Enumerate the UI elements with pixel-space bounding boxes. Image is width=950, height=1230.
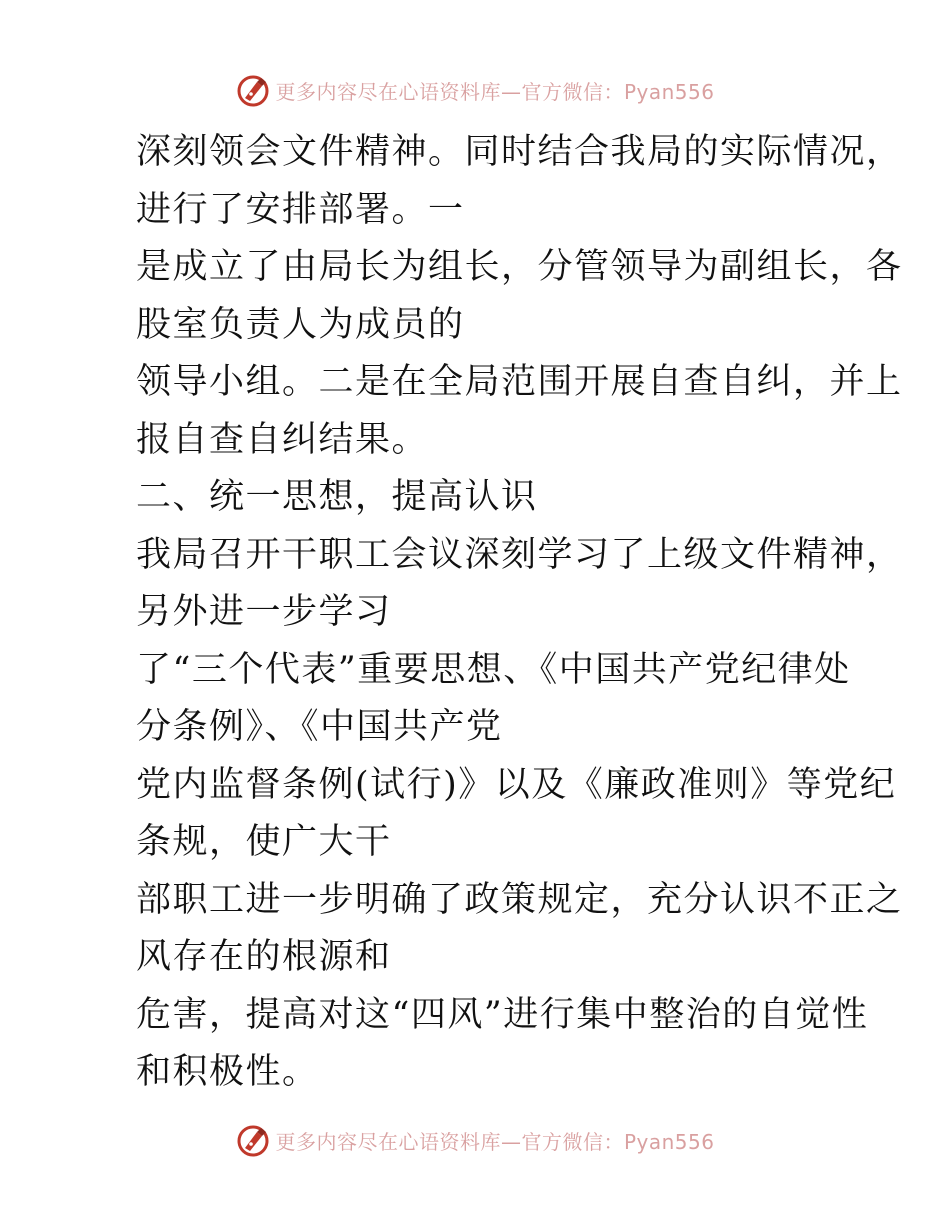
text-line: 是成立了由局长为组长，分管领导为副组长，各 (136, 247, 903, 287)
text-line: 股室负责人为成员的 (136, 304, 465, 345)
paragraph (98, 872, 903, 987)
text-line: 另外进一步学习 (136, 592, 392, 632)
text-line: 分条例》、《中国共产党 (136, 707, 503, 747)
paragraph (98, 757, 897, 872)
header-banner-text: 更多内容尽在心语资料库—官方微信：Pyan556 (275, 79, 715, 104)
paragraph (98, 527, 903, 642)
text-line: 和积极性。 (136, 1052, 319, 1092)
section-heading (98, 469, 858, 527)
text-line: 部职工进一步明确了政策规定，充分认识不正之 (136, 879, 903, 920)
pen-nib-logo-icon (235, 1122, 271, 1158)
text-line: 危害，提高对这“四风”进行集中整治的自觉性 (136, 994, 869, 1035)
text-line: 二、统一思想，提高认识 (136, 477, 538, 517)
paragraph (98, 642, 858, 757)
text-line: 风存在的根源和 (136, 937, 392, 977)
footer-banner-text: 更多内容尽在心语资料库—官方微信：Pyan556 (275, 1129, 715, 1154)
text-line: 党内监督条例(试行)》以及《廉政准则》等党纪 (136, 764, 897, 805)
text-line: 进行了安排部署。一 (136, 189, 465, 230)
text-line: 报自查自纠结果。 (136, 419, 429, 460)
paragraph (98, 354, 903, 469)
paragraph (98, 124, 903, 239)
text-line: 领导小组。二是在全局范围开展自查自纠，并上 (136, 362, 903, 402)
paragraph (98, 239, 903, 354)
header-banner (0, 70, 950, 110)
pen-nib-logo-icon (235, 72, 271, 108)
footer-banner (0, 1120, 950, 1160)
text-line: 了“三个代表”重要思想、《中国共产党纪律处 (136, 649, 851, 690)
document-body (98, 124, 903, 1102)
text-line: 深刻领会文件精神。同时结合我局的实际情况， (136, 132, 903, 172)
text-line: 我局召开干职工会议深刻学习了上级文件精神， (136, 534, 903, 575)
paragraph (98, 987, 869, 1102)
text-line: 条规，使广大干 (136, 822, 392, 862)
